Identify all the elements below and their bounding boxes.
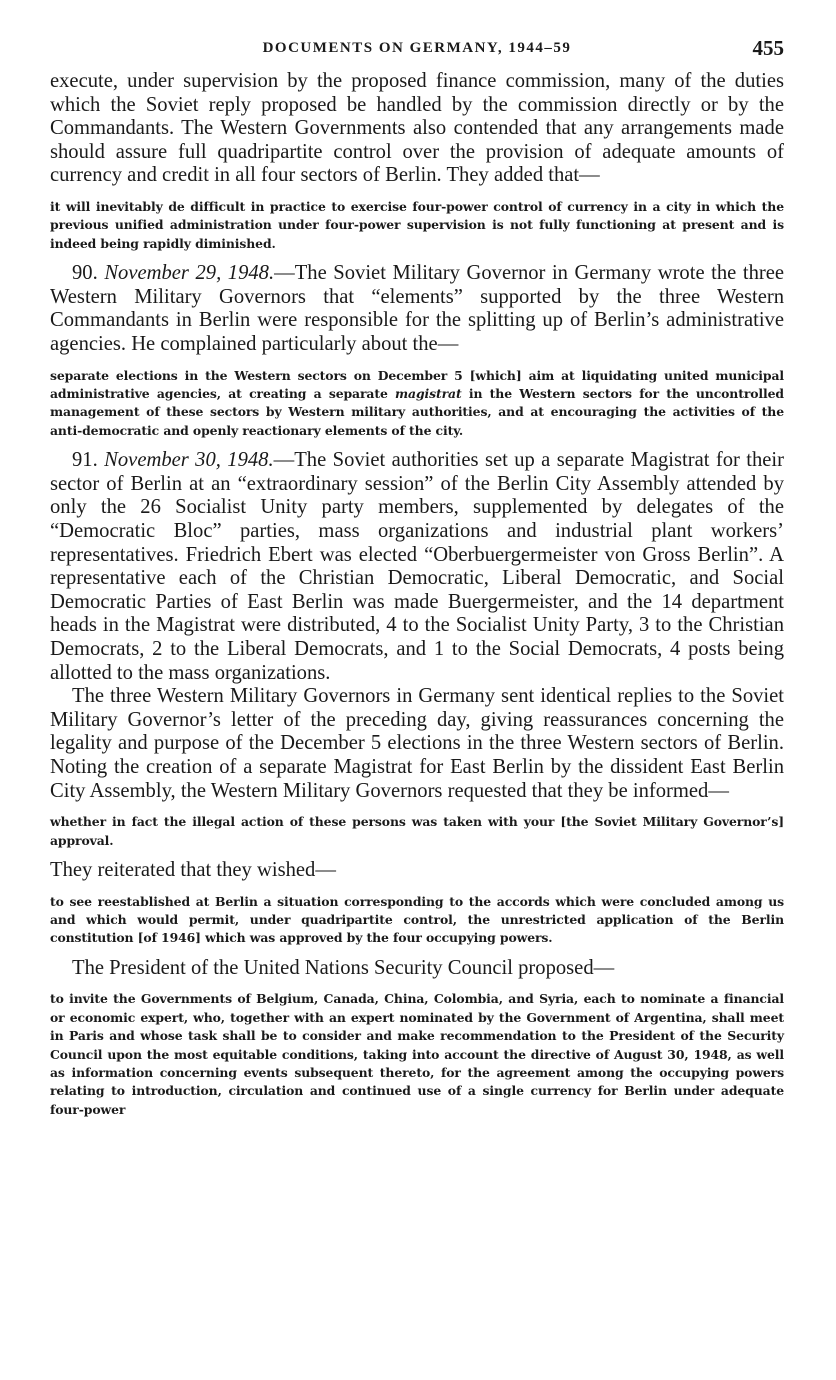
page-number: 455 (752, 36, 784, 60)
block-quote-separate-elections (50, 367, 784, 441)
entry-date: November 29, 1948. (104, 262, 275, 285)
block-quote-currency-control: it will inevitably de difficult in practice to exercise four-power control of currency in a city in which the previous unified administration under four-power supervision is not fully functioning at present and is indeed being rapidly diminished. (50, 198, 784, 251)
quote-text: separate elections in the Western sectors on December 5 [which] aim at liquidating united municipal administrative agencies, at creating a separate (50, 367, 784, 401)
block-quote-reestablished: to see reestablished at Berlin a situation corresponding to the accords which were concluded among us and which would permit, under quadripartite control, the unrestricted application of the Berlin constitution [of 1946] which was approved by the four occupying powers. (50, 893, 784, 946)
entry-date: November 30, 1948. (104, 449, 274, 472)
quote-text-continued: in the Western sectors for the uncontrolled management of these sectors by Western military authorities, and at encouraging the activities of the anti-democratic and openly reactionary elements of the city. (50, 385, 784, 438)
paragraph-continuation: execute, under supervision by the proposed finance commission, many of the duties which the Soviet reply proposed be handled by the commission directly or by the Commandants. The Western Governments also contended that any arrangements made should assure full quadripartite control over the provision of adequate amounts of currency and credit in all four sectors of Berlin. They added that— (50, 70, 784, 187)
block-quote-illegal-action: whether in fact the illegal action of these persons was taken with your [the Soviet Military Governor’s] approval. (50, 814, 784, 848)
paragraph-90-text: —The Soviet Military Governor in Germany wrote the three Western Military Governors that “elements” supported by the three Western Commandants in Berlin were responsible for the splitting up of Berlin’s administrative agencies. He complained particularly about the— (50, 262, 785, 355)
paragraph-number: 90. (72, 262, 98, 285)
document-page (50, 36, 784, 1128)
paragraph-90 (50, 262, 784, 356)
block-quote-un-proposal: to invite the Governments of Belgium, Canada, China, Colombia, and Syria, each to nominate a financial or economic expert, who, together with an expert nominated by the Government of Argentina, shall meet in Paris and whose task shall be to consider and make recommendation to the President of the Security Council upon the most equitable conditions, taking into account the directive of August 30, 1948, as well as information concerning events subsequent thereto, for the agreement among the occupying powers relating to introduction, circulation and continued use of a single currency for Berlin under adequate four-power (50, 991, 784, 1117)
paragraph-91-text: —The Soviet authorities set up a separate Magistrat for their sector of Berlin at an “extraordinary session” of the Berlin City Assembly attended by only the 26 Socialist Unity party members, supplemented by delegates of the “Democratic Bloc” parties, mass organizations and industrial plant workers’ representatives. Friedrich Ebert was elected “Oberbuergermeister von Gross Berlin”. A representative each of the Christian Democratic, Liberal Democratic, and Social Democratic Parties of East Berlin was made Buergermeister, and the 14 department heads in the Magistrat were distributed, 4 to the Socialist Unity Party, 3 to the Christian Democrats, 2 to the Liberal Democrats, and 1 to the Social Democrats, 4 posts being allotted to the mass organizations. (50, 449, 784, 684)
running-title: DOCUMENTS ON GERMANY, 1944–59 (262, 40, 572, 56)
paragraph-number: 91. (72, 449, 98, 472)
paragraph-91 (50, 449, 784, 685)
paragraph-un-president: The President of the United Nations Security Council proposed— (72, 956, 615, 979)
paragraph-western-replies: The three Western Military Governors in Germany sent identical replies to the Soviet Military Governor’s letter of the preceding day, giving reassurances concerning the legality and purpose of the December 5 elections in the three Western sectors of Berlin. Noting the creation of a separate Magistrat for East Berlin by the dissident East Berlin City Assembly, the Western Military Governors requested that they be informed— (50, 685, 784, 802)
quote-term-magistrat: magistrat (395, 385, 462, 401)
paragraph-reiterated: They reiterated that they wished— (50, 858, 336, 881)
running-header (50, 36, 784, 62)
